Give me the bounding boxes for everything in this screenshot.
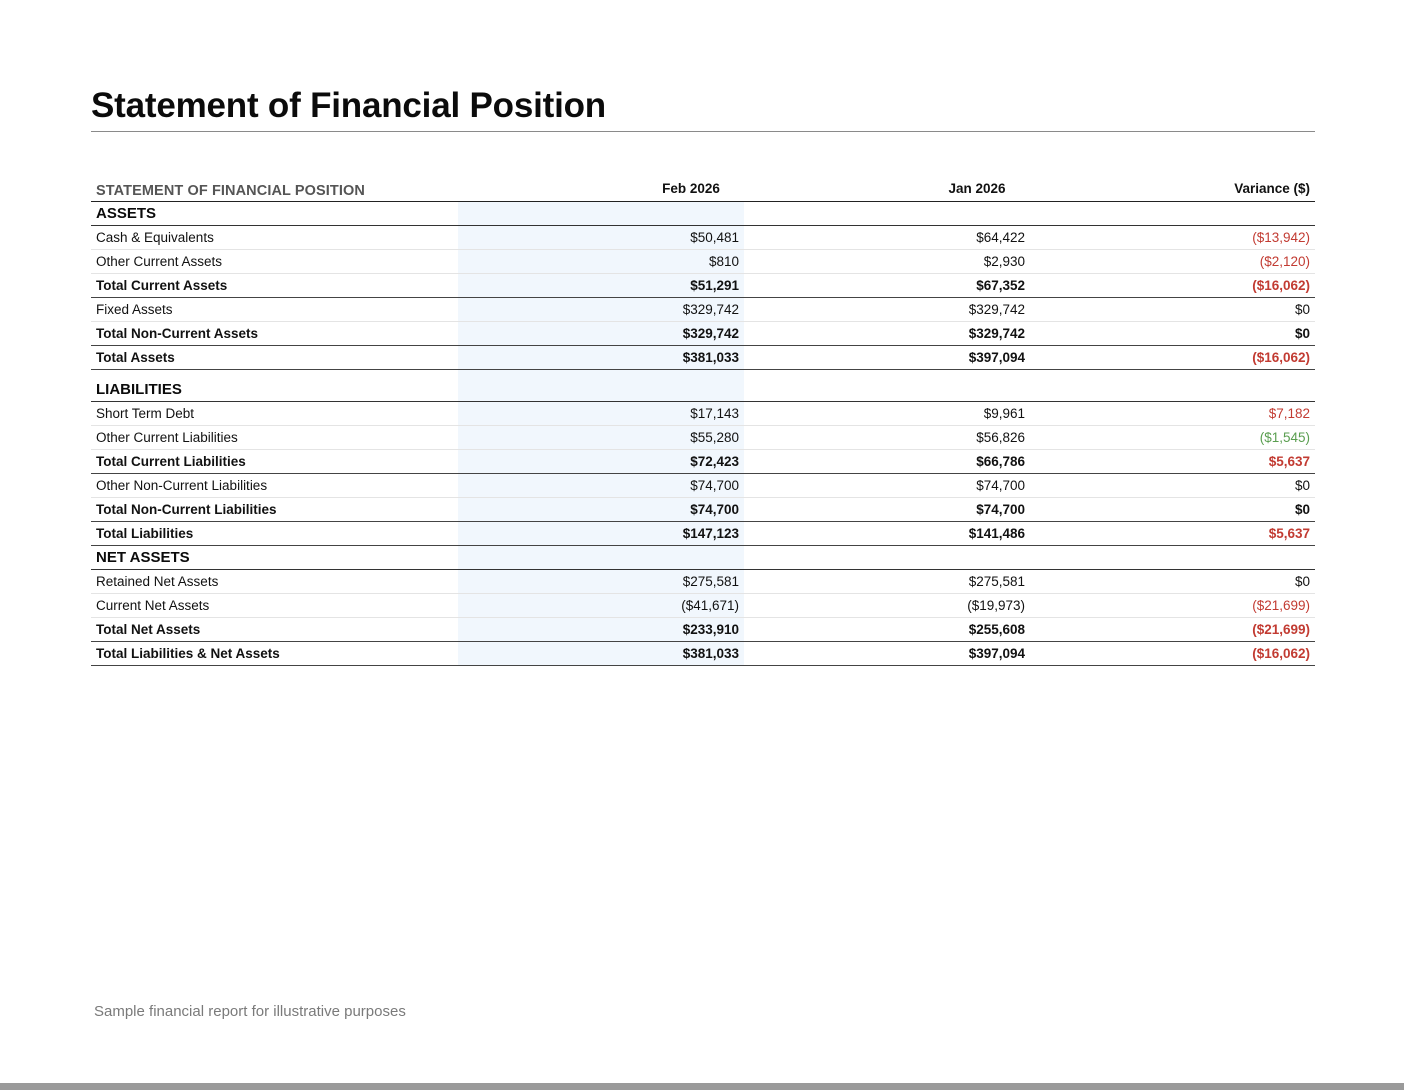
row-label: Short Term Debt: [96, 406, 195, 421]
value-jan: $275,581: [968, 574, 1025, 589]
value-feb: $72,423: [690, 454, 739, 469]
column-header-jan: Jan 2026: [948, 181, 1006, 196]
table-header-row: [91, 176, 1315, 202]
table-row: [91, 426, 1315, 450]
section-heading-label: ASSETS: [96, 205, 157, 222]
row-label: Cash & Equivalents: [96, 230, 214, 245]
value-feb: $74,700: [690, 478, 739, 493]
title-divider: [91, 131, 1315, 132]
value-jan: $66,786: [976, 454, 1025, 469]
value-jan: $141,486: [968, 526, 1025, 541]
table-row: [91, 250, 1315, 274]
table-row: [91, 594, 1315, 618]
row-label: Total Liabilities: [96, 526, 194, 541]
row-label: Total Net Assets: [96, 622, 201, 637]
value-variance: $0: [1294, 574, 1310, 589]
row-label: Current Net Assets: [96, 598, 210, 613]
value-jan: $9,961: [983, 406, 1025, 421]
row-label: Total Current Liabilities: [96, 454, 246, 469]
row-label: Total Current Assets: [96, 278, 228, 293]
table-row: [91, 298, 1315, 322]
table-header-label: STATEMENT OF FINANCIAL POSITION: [96, 183, 365, 199]
value-jan: $64,422: [976, 230, 1025, 245]
value-variance: ($21,699): [1252, 598, 1310, 613]
value-variance: ($13,942): [1252, 230, 1310, 245]
value-jan: $2,930: [983, 254, 1025, 269]
value-feb: $147,123: [682, 526, 739, 541]
value-feb: $55,280: [690, 430, 739, 445]
section-heading-assets: [91, 202, 1315, 226]
section-heading-net-assets: [91, 546, 1315, 570]
value-feb: $74,700: [690, 502, 739, 517]
total-row: [91, 346, 1315, 370]
total-row: [91, 522, 1315, 546]
value-feb: $50,481: [690, 230, 739, 245]
total-row: [91, 498, 1315, 522]
row-label: Total Liabilities & Net Assets: [96, 646, 280, 661]
value-jan: $329,742: [968, 302, 1025, 317]
bottom-scroll-bar: [0, 1083, 1404, 1090]
value-jan: $74,700: [976, 502, 1025, 517]
value-feb: $329,742: [682, 326, 739, 341]
total-row: [91, 274, 1315, 298]
value-variance: ($16,062): [1252, 350, 1310, 365]
value-feb: $329,742: [682, 302, 739, 317]
row-label: Total Non-Current Assets: [96, 326, 259, 341]
footer-note: Sample financial report for illustrative purposes: [94, 1003, 406, 1020]
row-label: Total Assets: [96, 350, 175, 365]
total-row: [91, 618, 1315, 642]
value-jan: $255,608: [968, 622, 1025, 637]
row-label: Retained Net Assets: [96, 574, 219, 589]
value-jan: $397,094: [968, 350, 1025, 365]
value-variance: $0: [1294, 302, 1310, 317]
value-feb: $810: [708, 254, 739, 269]
value-variance: ($2,120): [1259, 254, 1310, 269]
value-jan: $329,742: [968, 326, 1025, 341]
column-header-feb: Feb 2026: [662, 181, 720, 196]
value-jan: ($19,973): [967, 598, 1025, 613]
value-feb: $381,033: [682, 350, 739, 365]
value-variance: ($16,062): [1252, 278, 1310, 293]
table-row: [91, 226, 1315, 250]
total-row: [91, 322, 1315, 346]
section-heading-liabilities: [91, 370, 1315, 402]
value-feb: $233,910: [682, 622, 739, 637]
section-heading-label: LIABILITIES: [96, 381, 182, 398]
value-feb: $275,581: [682, 574, 739, 589]
value-feb: ($41,671): [681, 598, 739, 613]
table-row: [91, 474, 1315, 498]
row-label: Other Current Liabilities: [96, 430, 238, 445]
value-feb: $51,291: [690, 278, 739, 293]
value-feb: $381,033: [682, 646, 739, 661]
value-feb: $17,143: [690, 406, 739, 421]
page-title: Statement of Financial Position: [91, 86, 606, 125]
total-row: [91, 450, 1315, 474]
column-header-variance: Variance ($): [1234, 181, 1310, 196]
total-row: [91, 642, 1315, 666]
value-variance: $5,637: [1268, 454, 1310, 469]
row-label: Other Current Assets: [96, 254, 223, 269]
table-row: [91, 402, 1315, 426]
value-variance: $0: [1294, 326, 1310, 341]
financial-statement-table: [91, 176, 1315, 666]
value-variance: ($16,062): [1252, 646, 1310, 661]
value-jan: $397,094: [968, 646, 1025, 661]
table-row: [91, 570, 1315, 594]
row-label: Fixed Assets: [96, 302, 173, 317]
value-variance: $0: [1294, 502, 1310, 517]
value-variance: $0: [1294, 478, 1310, 493]
value-jan: $74,700: [976, 478, 1025, 493]
value-variance: ($21,699): [1252, 622, 1310, 637]
value-variance: $7,182: [1268, 406, 1310, 421]
row-label: Total Non-Current Liabilities: [96, 502, 277, 517]
value-variance: ($1,545): [1259, 430, 1310, 445]
value-variance: $5,637: [1268, 526, 1310, 541]
row-label: Other Non-Current Liabilities: [96, 478, 268, 493]
value-jan: $56,826: [976, 430, 1025, 445]
value-jan: $67,352: [976, 278, 1025, 293]
section-heading-label: NET ASSETS: [96, 549, 190, 566]
